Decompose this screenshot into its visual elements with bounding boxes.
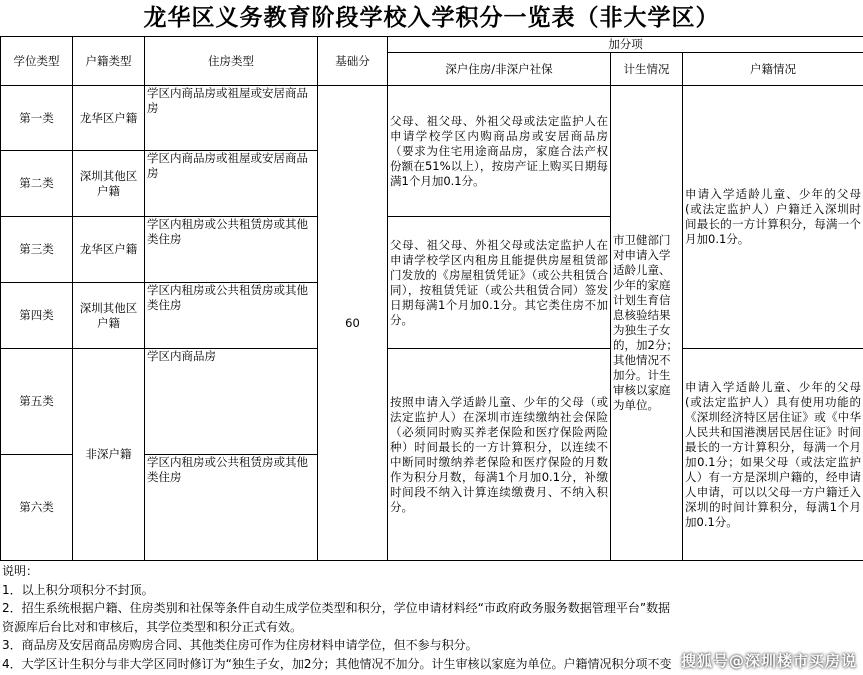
row-hukou-3: 龙华区户籍 — [73, 217, 145, 283]
note-item: 资源库后台比对和审核后，其学位类型和积分正式有效。 — [2, 619, 303, 634]
header-housing-type: 住房类型 — [145, 37, 318, 86]
row-hukou-2: 深圳其他区户籍 — [73, 151, 145, 217]
note-item: 4．大学区计生积分与非大学区同时修订为“独生子女，加2分；其他情况不加分。计生审核以家庭为单位。户籍情况积分项不变 — [2, 656, 672, 671]
header-shenzhen-social: 深户住房/非深户社保 — [388, 53, 611, 86]
row-type-5: 第五类 — [1, 349, 73, 455]
non-shenzhen-hukou: 非深户籍 — [73, 349, 145, 561]
page-title: 龙华区义务教育阶段学校入学积分一览表（非大学区） — [143, 5, 720, 31]
header-bonus: 加分项 — [388, 37, 863, 53]
score-table — [0, 36, 863, 561]
row-housing-5: 学区内商品房 — [145, 349, 318, 455]
bonus-housing-owned: 父母、祖父母、外祖父母或法定监护人在申请学校学区内购商品房或安居商品房（要求为住宅用途商品房，家庭合法产权份额在51%以上），按房产证上购买日期每满1个月加0.1分。 — [388, 86, 611, 217]
note-item: 3．商品房及安居商品房购房合同、其他类住房可作为住房材料申请学位，但不参与积分。 — [2, 638, 478, 652]
header-birth: 计生情况 — [611, 53, 683, 86]
row-type-3: 第三类 — [1, 217, 73, 283]
notes-heading: 说明： — [2, 564, 39, 578]
header-seat-type: 学位类型 — [1, 37, 73, 86]
hukou-status-text-2: 申请入学适龄儿童、少年的父母(或法定监护人）具有使用功能的《深圳经济特区居住证》或《中华人民共和国港澳居民居住证》时间最长的一方计算积分，每满一个月加0.1分；如果父母（或法定监护人）有一方是深圳户籍的，经申请人申请，可以以父母一方户籍迁入深圳的时间计算积分，每满1个月加0.1分。 — [683, 349, 863, 561]
row-type-2: 第二类 — [1, 151, 73, 217]
header-base-score: 基础分 — [318, 37, 388, 86]
hukou-status-text-1: 申请入学适龄儿童、少年的父母(或法定监护人）户籍迁入深圳时间最长的一方计算积分，每满一个月加0.1分。 — [683, 86, 863, 349]
row-hukou-1: 龙华区户籍 — [73, 86, 145, 151]
header-hukou-status: 户籍情况 — [683, 53, 863, 86]
header-hukou-type: 户籍类型 — [73, 37, 145, 86]
note-item: 1．以上积分项积分不封顶。 — [2, 582, 154, 597]
watermark: 搜狐号@深圳楼市买房说 — [680, 652, 857, 670]
row-type-1: 第一类 — [1, 86, 73, 151]
row-housing-4: 学区内租房或公共租赁房或其他类住房 — [145, 283, 318, 349]
base-score-value: 60 — [318, 86, 388, 561]
row-hukou-4: 深圳其他区户籍 — [73, 283, 145, 349]
row-type-6: 第六类 — [1, 455, 73, 561]
row-type-4: 第四类 — [1, 283, 73, 349]
row-housing-6: 学区内租房或公共租赁房或其他类住房 — [145, 455, 318, 561]
bonus-housing-rented: 父母、祖父母、外祖父母或法定监护人在申请学校学区内租房且能提供房屋租赁部门发放的《房屋租赁凭证》（或公共租赁合同），按租赁凭证（或公共租赁合同）签发日期每满1个月加0.1分。其它类住房不加分。 — [388, 217, 611, 349]
bonus-social-insurance: 按照申请入学适龄儿童、少年的父母（或法定监护人）在深圳市连续缴纳社会保险（必须同时购买养老保险和医疗保险两险种）时间最长的一方计算积分，以连续不中断同时缴纳养老保险和医疗保险的月数作为积分月数，每满1个月加0.1分，补缴时间段不纳入计算连续缴费月、不纳入积分。 — [388, 349, 611, 561]
row-housing-3: 学区内租房或公共租赁房或其他类住房 — [145, 217, 318, 283]
note-item: 2．招生系统根据户籍、住房类别和社保等条件自动生成学位类型和积分，学位申请材料经“市政府政务服务数据管理平台”数据 — [2, 601, 671, 615]
row-housing-1: 学区内商品房或祖屋或安居商品房 — [145, 86, 318, 151]
birth-policy-text: 市卫健部门对申请入学适龄儿童、少年的家庭计划生育信息核验结果为独生子女的，加2分；其他情况不加分。计生审核以家庭为单位。 — [611, 86, 683, 561]
row-housing-2: 学区内商品房或祖屋或安居商品房 — [145, 151, 318, 217]
